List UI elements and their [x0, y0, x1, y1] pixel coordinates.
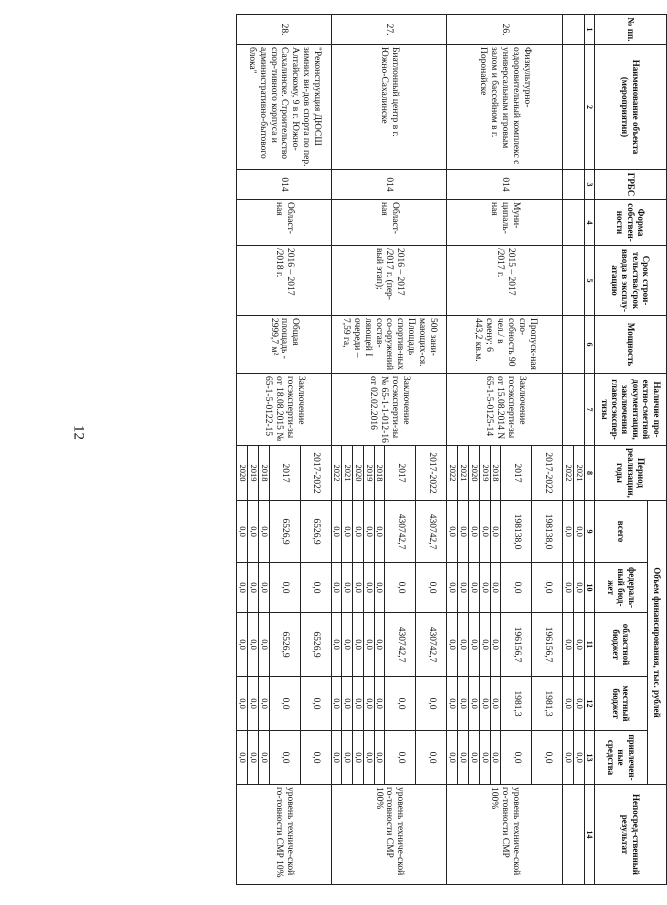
regional-cell: 0,0 — [331, 613, 342, 677]
empty-cell — [563, 170, 585, 200]
year-cell: 2019 — [363, 446, 374, 501]
other-cell: 0,0 — [353, 731, 364, 785]
regional-cell: 0,0 — [479, 613, 490, 677]
total-cell: 0,0 — [447, 501, 458, 563]
empty-cell — [563, 785, 585, 885]
total-cell: 0,0 — [248, 501, 259, 563]
other-cell: 0,0 — [385, 731, 416, 785]
header-other: привлечен-ные средства — [595, 731, 648, 785]
column-number: 8 — [584, 446, 594, 501]
regional-cell: 0,0 — [574, 613, 585, 677]
federal-cell: 0,0 — [342, 563, 353, 613]
summary-federal: 0,0 — [416, 563, 447, 613]
federal-cell: 0,0 — [248, 563, 259, 613]
summary-period: 2017-2022 — [300, 446, 331, 501]
federal-cell: 0,0 — [501, 563, 532, 613]
other-cell: 0,0 — [479, 731, 490, 785]
year-cell: 2022 — [447, 446, 458, 501]
column-number: 12 — [584, 677, 594, 731]
header-capacity: Мощность — [595, 316, 667, 374]
summary-regional: 196156,7 — [532, 613, 563, 677]
column-number: 11 — [584, 613, 594, 677]
regional-cell: 0,0 — [490, 613, 501, 677]
other-cell: 0,0 — [374, 731, 385, 785]
federal-cell: 0,0 — [331, 563, 342, 613]
federal-cell: 0,0 — [237, 563, 248, 613]
summary-regional: 430742,7 — [416, 613, 447, 677]
local-cell: 0,0 — [248, 677, 259, 731]
column-number: 9 — [584, 501, 594, 563]
empty-cell — [563, 316, 585, 374]
column-number: 3 — [584, 170, 594, 200]
header-result: Непосред-ственный результат — [595, 785, 667, 885]
other-cell: 0,0 — [269, 731, 300, 785]
object-capacity: Пропуск-ная спо-собность 90 чел./ в смену; 6 443,2 кв.м. — [447, 316, 563, 374]
year-cell: 2021 — [574, 446, 585, 501]
header-period: Период реализации, годы — [595, 446, 667, 501]
total-cell: 0,0 — [353, 501, 364, 563]
rotated-table-wrapper — [147, 14, 667, 884]
other-cell: 0,0 — [501, 731, 532, 785]
regional-cell: 196156,7 — [501, 613, 532, 677]
local-cell: 0,0 — [385, 677, 416, 731]
header-regional: областной бюджет — [595, 613, 648, 677]
summary-other: 0,0 — [416, 731, 447, 785]
header-row-1 — [648, 15, 667, 885]
year-cell: 2020 — [237, 446, 248, 501]
year-cell: 2018 — [490, 446, 501, 501]
summary-total: 430742,7 — [416, 501, 447, 563]
column-number: 4 — [584, 200, 594, 246]
regional-cell: 0,0 — [363, 613, 374, 677]
other-cell: 0,0 — [237, 731, 248, 785]
summary-federal: 0,0 — [300, 563, 331, 613]
other-cell: 0,0 — [563, 731, 574, 785]
object-ownership: Област-ная — [331, 200, 447, 246]
object-capacity: Общая площадь - 2999,7 м² — [237, 316, 331, 374]
object-row — [532, 15, 563, 885]
federal-cell: 0,0 — [385, 563, 416, 613]
header-design-docs: Наличие про-ектно-сметной документации, заключения главгосэкспер-тизы — [595, 374, 667, 446]
header-local: местный бюджет — [595, 677, 648, 731]
total-cell: 0,0 — [479, 501, 490, 563]
other-cell: 0,0 — [490, 731, 501, 785]
object-capacity: 500 зани-мающих-ся. Площадь спортив-ных со-оружений состав-ляющей I очереди – 7,59 га, — [331, 316, 447, 374]
other-cell: 0,0 — [258, 731, 269, 785]
regional-cell: 0,0 — [447, 613, 458, 677]
regional-cell: 0,0 — [342, 613, 353, 677]
total-cell: 198138,0 — [501, 501, 532, 563]
summary-local: 0,0 — [416, 677, 447, 731]
other-cell: 0,0 — [468, 731, 479, 785]
empty-cell — [563, 45, 585, 170]
object-grbs: 014 — [331, 170, 447, 200]
total-cell: 0,0 — [490, 501, 501, 563]
local-cell: 0,0 — [353, 677, 364, 731]
regional-cell: 0,0 — [468, 613, 479, 677]
summary-total: 6526,9 — [300, 501, 331, 563]
regional-cell: 0,0 — [258, 613, 269, 677]
federal-cell: 0,0 — [490, 563, 501, 613]
page-number: 12 — [70, 425, 87, 440]
total-cell: 0,0 — [563, 501, 574, 563]
regional-cell: 0,0 — [353, 613, 364, 677]
federal-cell: 0,0 — [458, 563, 469, 613]
object-timeline: 2015 – 2017 /2017 г. — [447, 246, 563, 316]
year-cell: 2021 — [342, 446, 353, 501]
summary-local: 0,0 — [300, 677, 331, 731]
summary-other: 0,0 — [300, 731, 331, 785]
total-cell: 0,0 — [458, 501, 469, 563]
other-cell: 0,0 — [342, 731, 353, 785]
total-cell: 0,0 — [468, 501, 479, 563]
local-cell: 0,0 — [363, 677, 374, 731]
object-number: 26. — [447, 15, 563, 45]
year-cell: 2019 — [479, 446, 490, 501]
federal-cell: 0,0 — [353, 563, 364, 613]
object-number: 28. — [237, 15, 331, 45]
object-ownership: Област-ная — [237, 200, 331, 246]
empty-cell — [563, 200, 585, 246]
total-cell: 6526,9 — [269, 501, 300, 563]
regional-cell: 0,0 — [563, 613, 574, 677]
summary-local: 1981,3 — [532, 677, 563, 731]
local-cell: 1981,3 — [501, 677, 532, 731]
empty-cell — [563, 374, 585, 446]
empty-cell — [563, 15, 585, 45]
federal-cell: 0,0 — [574, 563, 585, 613]
table-row — [574, 15, 585, 885]
column-number: 7 — [584, 374, 594, 446]
year-cell: 2020 — [468, 446, 479, 501]
summary-regional: 6526,9 — [300, 613, 331, 677]
funding-table — [236, 14, 667, 885]
other-cell: 0,0 — [248, 731, 259, 785]
object-row — [416, 15, 447, 885]
year-cell: 2021 — [458, 446, 469, 501]
header-federal: федераль-ный бюд-жет — [595, 563, 648, 613]
header-name: Наименование объекта (мероприятия) — [595, 45, 667, 170]
regional-cell: 0,0 — [458, 613, 469, 677]
object-grbs: 014 — [447, 170, 563, 200]
local-cell: 0,0 — [342, 677, 353, 731]
federal-cell: 0,0 — [363, 563, 374, 613]
column-number-row — [584, 15, 594, 885]
year-cell: 2017 — [501, 446, 532, 501]
federal-cell: 0,0 — [374, 563, 385, 613]
object-grbs: 014 — [237, 170, 331, 200]
column-number: 14 — [584, 785, 594, 885]
year-cell: 2018 — [374, 446, 385, 501]
year-cell: 2017 — [385, 446, 416, 501]
local-cell: 0,0 — [490, 677, 501, 731]
header-timeline: Срок строи-тельства/срок ввода в эксплу-атацию — [595, 246, 667, 316]
object-row — [300, 15, 331, 885]
regional-cell: 6526,9 — [269, 613, 300, 677]
federal-cell: 0,0 — [563, 563, 574, 613]
object-number: 27. — [331, 15, 447, 45]
year-cell: 2019 — [248, 446, 259, 501]
regional-cell: 0,0 — [374, 613, 385, 677]
object-design-docs: Заключение госэксперти-зы № 65-1-1-012-16 от 02.02.2016 — [331, 374, 447, 446]
total-cell: 430742,7 — [385, 501, 416, 563]
local-cell: 0,0 — [237, 677, 248, 731]
local-cell: 0,0 — [331, 677, 342, 731]
summary-total: 198138,0 — [532, 501, 563, 563]
local-cell: 0,0 — [479, 677, 490, 731]
total-cell: 0,0 — [374, 501, 385, 563]
empty-cell — [563, 246, 585, 316]
local-cell: 0,0 — [468, 677, 479, 731]
object-ownership: Муни-ципаль-ная — [447, 200, 563, 246]
object-name: Биатлонный центр в г. Южно-Сахалинске — [331, 45, 447, 170]
object-result: уровень техниче-ской го-товности СМР 100% — [331, 785, 447, 885]
year-cell: 2020 — [353, 446, 364, 501]
total-cell: 0,0 — [258, 501, 269, 563]
total-cell: 0,0 — [363, 501, 374, 563]
regional-cell: 0,0 — [248, 613, 259, 677]
object-result: уровень техниче-ской го-товности СМР 10% — [237, 785, 331, 885]
other-cell: 0,0 — [574, 731, 585, 785]
federal-cell: 0,0 — [479, 563, 490, 613]
column-number: 13 — [584, 731, 594, 785]
other-cell: 0,0 — [447, 731, 458, 785]
federal-cell: 0,0 — [447, 563, 458, 613]
federal-cell: 0,0 — [258, 563, 269, 613]
regional-cell: 430742,7 — [385, 613, 416, 677]
column-number: 2 — [584, 45, 594, 170]
header-num: № пп. — [595, 15, 667, 45]
column-number: 6 — [584, 316, 594, 374]
summary-other: 0,0 — [532, 731, 563, 785]
header-grbs: ГРБС — [595, 170, 667, 200]
total-cell: 0,0 — [574, 501, 585, 563]
summary-period: 2017-2022 — [416, 446, 447, 501]
object-name: "Реконструкция ДЮСШ зимних ви-дов спорта по пер. Алтайскому, 9 в г. Южно-Сахалинске. Строительство спор-тивного корпуса и административно-бытового блока" — [237, 45, 331, 170]
federal-cell: 0,0 — [468, 563, 479, 613]
federal-cell: 0,0 — [269, 563, 300, 613]
other-cell: 0,0 — [363, 731, 374, 785]
total-cell: 0,0 — [237, 501, 248, 563]
table-body — [237, 15, 595, 885]
local-cell: 0,0 — [563, 677, 574, 731]
object-timeline: 2016 – 2017 /2017 г. (пер-вый этап); — [331, 246, 447, 316]
object-result: уровень техниче-ской го-товности СМР 100% — [447, 785, 563, 885]
year-cell: 2022 — [563, 446, 574, 501]
header-ownership: Форма собствен-ности — [595, 200, 667, 246]
local-cell: 0,0 — [458, 677, 469, 731]
other-cell: 0,0 — [331, 731, 342, 785]
object-name: Физкультурно-оздоровительный комплекс с универсальным игровым залом и бассейном в г. Поронайске — [447, 45, 563, 170]
year-cell: 2022 — [331, 446, 342, 501]
header-funding-group: Объем финансирования, тыс. рублей — [648, 501, 667, 785]
header-total: всего — [595, 501, 648, 563]
local-cell: 0,0 — [574, 677, 585, 731]
column-number: 1 — [584, 15, 594, 45]
summary-period: 2017-2022 — [532, 446, 563, 501]
year-cell: 2017 — [269, 446, 300, 501]
local-cell: 0,0 — [447, 677, 458, 731]
object-timeline: 2016 – 2017 /2018 г. — [237, 246, 331, 316]
other-cell: 0,0 — [458, 731, 469, 785]
column-number: 10 — [584, 563, 594, 613]
local-cell: 0,0 — [258, 677, 269, 731]
local-cell: 0,0 — [269, 677, 300, 731]
column-number: 5 — [584, 246, 594, 316]
total-cell: 0,0 — [342, 501, 353, 563]
year-cell: 2018 — [258, 446, 269, 501]
summary-federal: 0,0 — [532, 563, 563, 613]
local-cell: 0,0 — [374, 677, 385, 731]
regional-cell: 0,0 — [237, 613, 248, 677]
object-design-docs: Заключение госэксперти-зы от 18.08.2015 № 65-1-5-0122-15 — [237, 374, 331, 446]
total-cell: 0,0 — [331, 501, 342, 563]
object-design-docs: Заключение госэксперти-зы от 15.08.2014 N 65-1-5-0125-14 — [447, 374, 563, 446]
